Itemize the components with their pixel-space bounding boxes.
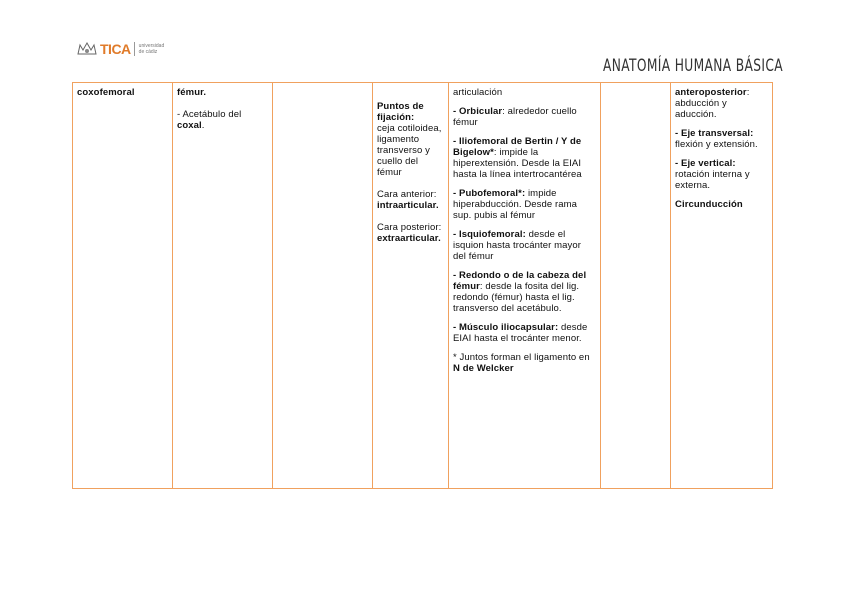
table-row xyxy=(73,83,773,489)
capsule-cell xyxy=(373,83,449,489)
anatomy-table xyxy=(72,82,773,489)
logo-subtitle: universidad de cádiz xyxy=(138,43,165,55)
ligament-item: - Orbicular: alrededor cuello fémur xyxy=(453,106,577,128)
ligament-item: - Músculo iliocapsular: desde EIAI hasta el trocánter menor. xyxy=(453,322,588,344)
empty-cell xyxy=(601,83,671,489)
university-logo xyxy=(76,40,169,58)
ligament-item: - Pubofemoral*: impide hiperabducción. Desde rama sup. pubis al fémur xyxy=(453,188,578,221)
movement-vertical: - Eje vertical: rotación interna y externa. xyxy=(675,158,750,191)
anterior-label: Cara anterior: xyxy=(377,189,437,200)
posterior-value: extraarticular. xyxy=(377,233,441,244)
movement-transverse: - Eje transversal: flexión y extensión. xyxy=(675,128,758,150)
fixation-text: ceja cotiloidea, ligamento transverso y cuello del fémur xyxy=(377,123,442,178)
movement-ap: anteroposterior: abducción y aducción. xyxy=(675,87,750,120)
ligament-note: * Juntos forman el ligamento en N de Welcker xyxy=(453,352,590,374)
anterior-value: intraarticular. xyxy=(377,200,439,211)
joint-name: coxofemoral xyxy=(77,87,135,98)
posterior-label: Cara posterior: xyxy=(377,222,442,233)
surface-femur: fémur. xyxy=(177,87,207,98)
ligament-item: - Isquiofemoral: desde el isquion hasta trocánter mayor del fémur xyxy=(453,229,582,262)
joint-cell xyxy=(73,83,173,489)
fixation-heading: Puntos de fijación: xyxy=(377,101,424,123)
logo-text: TICA xyxy=(100,41,131,57)
ligament-item: - Redondo o de la cabeza del fémur: desde la fosita del lig. redondo (fémur) hasta el lig. transverso del acetábulo. xyxy=(453,270,587,314)
ligaments-cell xyxy=(449,83,601,489)
crest-icon xyxy=(76,42,98,56)
movements-cell xyxy=(671,83,773,489)
ligaments-intro: articulación xyxy=(453,87,503,98)
empty-cell xyxy=(273,83,373,489)
surfaces-cell xyxy=(173,83,273,489)
ligament-item: - Iliofemoral de Bertin / Y de Bigelow*: impide la hiperextensión. Desde la EIAI hasta la línea intertrocantérea xyxy=(453,136,582,180)
surface-acetabulum: - Acetábulo del coxal. xyxy=(177,109,242,131)
document-title: ANATOMÍA HUMANA BÁSICA xyxy=(603,56,784,76)
movement-circumduction: Circunducción xyxy=(675,199,743,210)
logo-divider xyxy=(134,42,135,56)
